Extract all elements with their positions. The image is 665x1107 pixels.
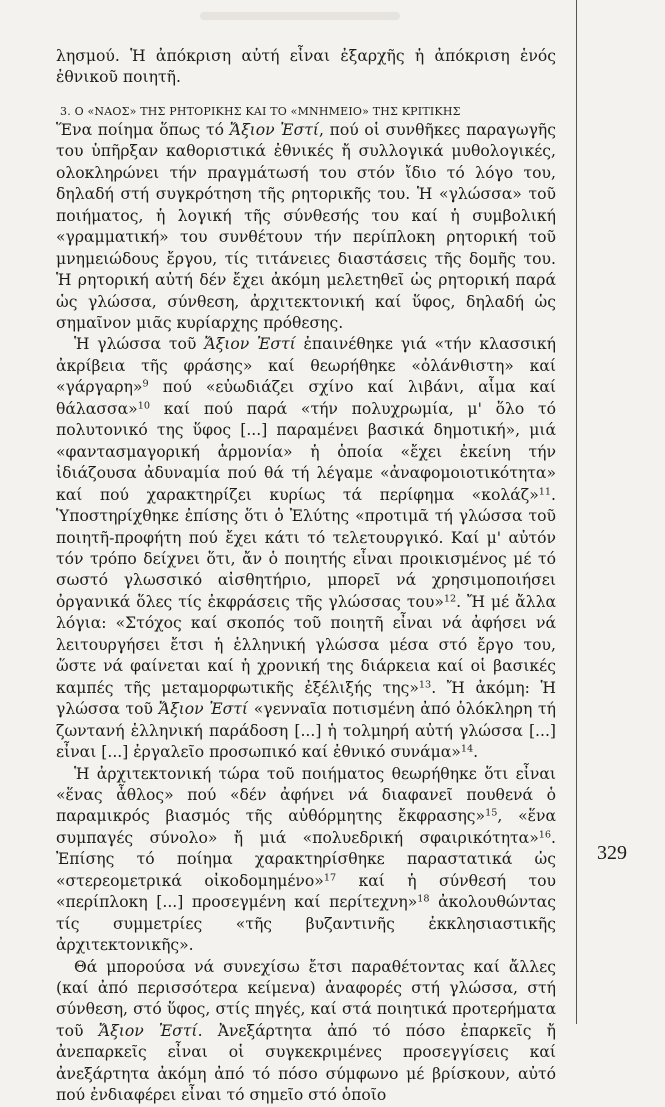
paragraph-1: Ἕνα ποίημα ὅπως τό Ἄξιον Ἐστί, πού οἱ συνθῆκες παραγωγῆς του ὑπῆρξαν καθοριστικά ἐθνικές ἤ συλλογικά μυθολογικές, ολοκληρώνει τήν πραγμάτωσή του στόν ἴδιο τό λόγο του, δηλαδή στή συγκρότηση τῆς ρητορικῆς του. Ἡ «γλώσσα» τοῦ ποιήματος, ἡ λογική τῆς σύνθεσής του καί ἡ συμβολική «γραμματική» του συνθέτουν τήν περίπλοκη ρητορική τοῦ μνημειώδους ἔργου, τίς τιτάνειες διαστάσεις τῆς δομῆς του. Ἡ ρητορική αὐτή δέν ἔχει ἀκόμη μελετηθεῖ ὡς ρητορική παρά ὡς γλώσσα, σύνθεση, ἀρχιτεκτονική καί ὕφος, δηλαδή ὡς σημαῖνον μιᾶς κυρίαρχης πρόθεσης. <box>56 120 556 332</box>
footnote-ref-15: 15 <box>485 808 498 820</box>
footnote-ref-9: 9 <box>142 379 149 391</box>
footnote-ref-18: 18 <box>417 893 430 905</box>
intro-paragraph: λησμού. Ἡ ἀπόκριση αὐτή εἶναι ἐξαρχῆς ἡ ἀπόκριση ἑνός ἐθνικοῦ ποιητῆ. <box>56 47 556 87</box>
scan-smudge <box>200 12 400 20</box>
margin-rule <box>576 0 577 1024</box>
paragraph-3: Ἡ ἀρχιτεκτονική τώρα τοῦ ποιήματος θεωρήθηκε ὅτι εἶναι «ἕνας ἆθλος» πού «δέν ἀφήνει νά διαφανεῖ πουθενά ὁ παραμικρός βιασμός τῆς αὐθόρμητης ἔκφρασης»$^{15}$, «ἕνα συμπαγές σύνολο» ἤ μιά «πολυεδρική σφαιρικότητα»$^{16}$. Ἐπίσης τό ποίημα χαρακτηρίσθηκε παραστατικά ὡς «στερεομετρικά οἰκοδομημένο»$^{17}$ καί ἡ σύνθεσή του «περίπλοκη [...] προσεγμένη καί περίτεχνη»$^{18}$ ἀκολουθώντας τίς συμμετρίες «τῆς βυζαντινῆς ἐκκλησιαστικῆς ἀρχιτεκτονικῆς». <box>56 764 556 955</box>
footnote-ref-13: 13 <box>418 679 432 691</box>
footnote-ref-11: 11 <box>538 486 552 498</box>
footnote-ref-10: 10 <box>137 400 150 412</box>
footnote-ref-17: 17 <box>323 872 337 884</box>
footnote-ref-12: 12 <box>443 593 457 605</box>
paragraph-2: Ἡ γλώσσα τοῦ Ἄξιον Ἐστί ἐπαινέθηκε γιά «τήν κλασσική ἀκρίβεια τῆς φράσης» καί θεωρήθηκε «ὀλάνθιστη» καί «γάργαρη»$^9$ πού «εὐωδιάζει σχίνο καί λιβάνι, αἷμα καί θάλασσα»$^{10}$ καί πού παρά «τήν πολυχρωμία, μ' ὅλο τό πολυτονικό της ὕφος [...] παραμένει βασικά δημοτική», μιά «φαντασμαγορική ἁρμονία» ἡ ὁποία «ἔχει ἐκείνη τήν ἰδιάζουσα ἀδυναμία πού θά τή λέγαμε «ἀναφομοιοτικότητα» καί πού χαρακτηρίζει κυρίως τά περίφημα «κολάζ»$^{11}$. Ὑποστηρίχθηκε ἐπίσης ὅτι ὁ Ἐλύτης «προτιμᾶ τή γλώσσα τοῦ ποιητῆ-προφήτη πού ἔχει κάτι τό τελετουργικό. Καί μ' αὐτόν τόν τρόπο δείχνει ὅτι, ἄν ὁ ποιητής εἶναι προικισμένος μέ τό σωστό γλωσσικό αἰσθητήριο, μπορεῖ νά χρησιμοποιήσει ὀργανικά ὅλες τίς ἐκφράσεις τῆς γλώσσας του»$^{12}$. Ἤ μέ ἄλλα λόγια: «Στόχος καί σκοπός τοῦ ποιητῆ εἶναι νά ἀφήσει νά λειτουργήσει ἔτσι ἡ ἑλληνική γλώσσα μέσα στό ἔργο του, ὥστε νά φαίνεται καί ἡ χρονική της διάρκεια καί οἱ βασικές καμπές τῆς μεταμορφωτικῆς ἐξέλιξής της»$^{13}$. Ἤ ἀκόμη: Ἡ γλώσσα τοῦ Ἄξιον Ἐστί «γενναῖα ποτισμένη ἀπό ὁλόκληρη τή ζωντανή ἑλληνική παράδοση [...] ἡ τολμηρή αὐτή γλώσσα [...] εἶναι [...] ἐργαλεῖο προσωπικό καί ἐθνικό συνάμα»$^{14}$. <box>56 335 556 762</box>
page-body <box>56 46 556 1107</box>
footnote-ref-14: 14 <box>460 743 474 755</box>
section-heading: 3. Ο «ΝΑΟΣ» ΤΗΣ ΡΗΤΟΡΙΚΗΣ ΚΑΙ ΤΟ «ΜΝΗΜΕΙΟ» ΤΗΣ ΚΡΙΤΙΚΗΣ <box>60 104 461 118</box>
paragraph-4: Θά μπορούσα νά συνεχίσω ἔτσι παραθέτοντας καί ἄλλες (καί ἀπό περισσότερα κείμενα) ἀναφορές στή γλώσσα, στή σύνθεση, στό ὕφος, στίς πηγές, καί στά ποιητικά προτερήματα τοῦ Ἄξιον Ἐστί. Ἀνεξάρτητα ἀπό τό πόσο ἐπαρκεῖς ἤ ἀνεπαρκεῖς εἶναι οἱ συγκεκριμένες προσεγγίσεις καί ἀνεξάρτητα ἀκόμη ἀπό τό πόσο σύμφωνο μέ βρίσκουν, αὐτό πού ἐνδιαφέρει εἶναι τό σημεῖο στό ὁποῖο <box>56 957 556 1105</box>
footnote-ref-16: 16 <box>538 829 552 841</box>
page-number: 329 <box>597 842 627 864</box>
